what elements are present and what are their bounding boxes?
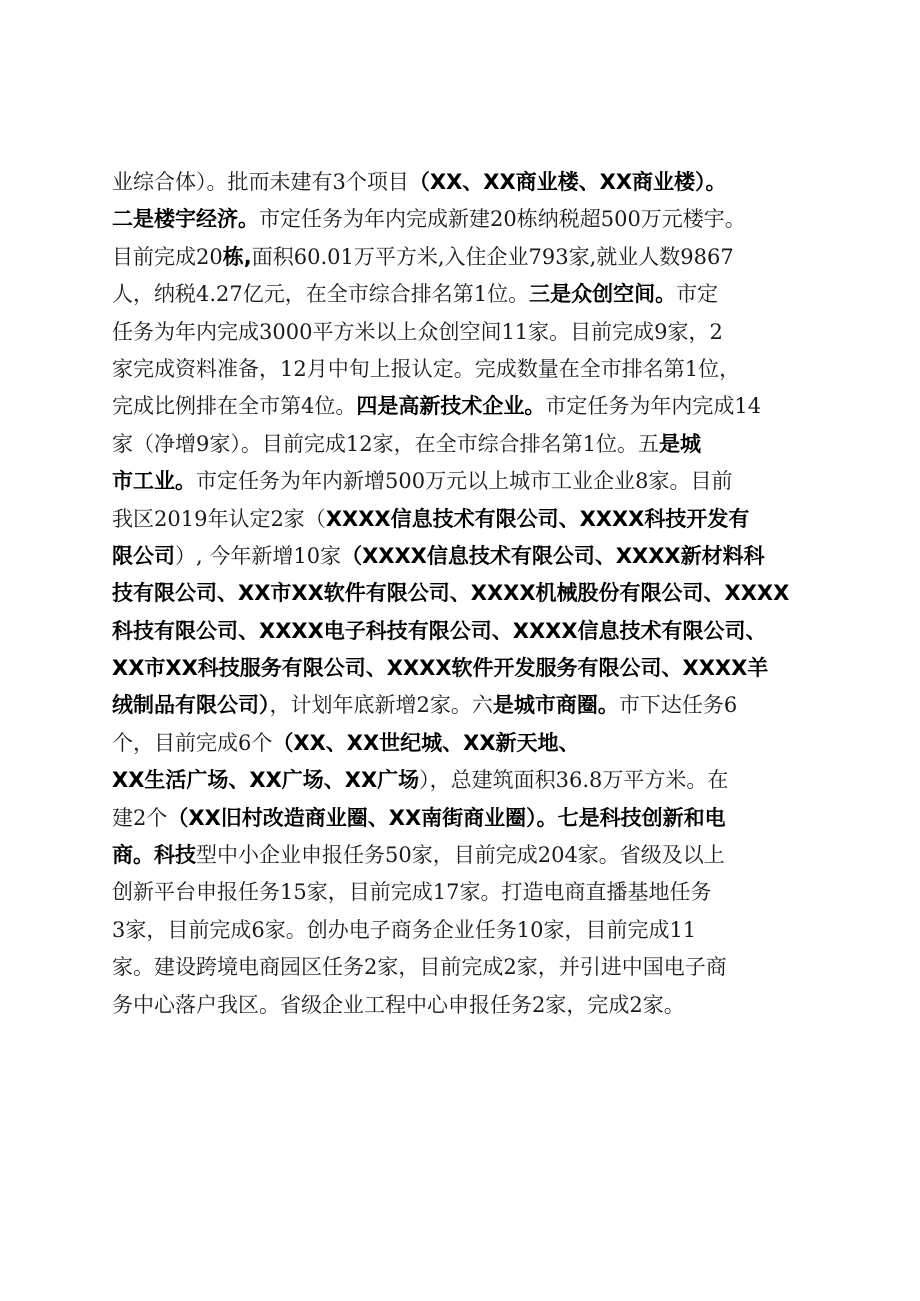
bold-text-segment: 市工业。 <box>112 469 196 494</box>
text-segment: 市定任务为年内完成14 <box>545 394 762 419</box>
bold-text-segment: 二是楼宇经济。 <box>112 207 259 232</box>
text-line <box>112 762 822 799</box>
text-segment: 市定 <box>676 282 719 307</box>
bold-text-segment: 是城市商圈。 <box>492 693 619 718</box>
text-segment: 家。建设跨境电商园区任务2家，目前完成2家，并引进中国电子商 <box>112 955 727 980</box>
text-segment: 目前完成20 <box>112 244 223 269</box>
text-line <box>112 874 822 911</box>
text-segment: 市下达任务6 <box>618 693 738 718</box>
text-line <box>112 239 822 276</box>
bold-text-segment: 三是众创空间。 <box>529 282 677 307</box>
body-text <box>112 164 822 1024</box>
text-line <box>112 800 822 837</box>
text-segment: 型中小企业申报任务50家，目前完成204家。省级及以上 <box>196 843 725 868</box>
text-segment: 创新平台申报任务15家，目前完成17家。打造电商直播基地任务 <box>112 880 712 905</box>
text-segment: 市定任务为年内完成新建20栋纳税超500万元楼宇。 <box>259 207 746 232</box>
text-segment: 家（净增9家）。目前完成12家，在全市综合排名第1位。五 <box>112 431 659 456</box>
text-segment: 完成比例排在全市第4位。 <box>112 394 357 419</box>
text-segment: 市定任务为年内新增500万元以上城市工业企业8家。目前 <box>196 469 733 494</box>
text-segment: 务中心落户我区。省级企业工程中心申报任务2家，完成2家。 <box>112 992 685 1017</box>
text-segment: ），总建筑面积36.8万平方米。在 <box>419 768 729 793</box>
text-line <box>112 575 822 612</box>
text-line <box>112 538 822 575</box>
bold-text-segment: XX生活广场、XX广场、XX广场 <box>112 768 420 793</box>
text-segment: ）, 今年新增10家 <box>175 543 342 568</box>
text-segment: 业综合体）。批而未建有3个项目 <box>112 170 409 194</box>
bold-text-segment: （XX、XX世纪城、XX新天地、 <box>272 730 580 755</box>
bold-text-segment: （XX、XX商业楼、XX商业楼）。 <box>408 170 727 194</box>
text-line <box>112 912 822 949</box>
bold-text-segment: 技有限公司、XX市XX软件有限公司、XXXX机械股份有限公司、XXXX <box>112 581 790 606</box>
bold-text-segment: 科技有限公司、XXXX电子科技有限公司、XXXX信息技术有限公司、 <box>112 618 767 643</box>
bold-text-segment: （XXXX信息技术有限公司、XXXX新材料科 <box>341 543 765 568</box>
text-line <box>112 613 822 650</box>
bold-text-segment: （XX旧村改造商业圈、XX南街商业圈）。七是科技创新和电 <box>167 805 726 830</box>
bold-text-segment: 限公司 <box>112 543 175 568</box>
bold-text-segment: XXXX信息技术有限公司、XXXX科技开发有 <box>325 506 750 531</box>
text-line <box>112 276 822 313</box>
text-line <box>112 725 822 762</box>
bold-text-segment: 是城 <box>658 431 701 456</box>
text-segment: 任务为年内完成3000平方米以上众创空间11家。目前完成9家，2 <box>112 319 723 344</box>
text-line <box>112 426 822 463</box>
text-line <box>112 314 822 351</box>
text-segment: ，计划年底新增2家。六 <box>269 693 493 718</box>
text-line <box>112 949 822 986</box>
text-segment: 人，纳税4.27亿元，在全市综合排名第1位。 <box>112 282 530 307</box>
text-line <box>112 201 822 238</box>
text-line <box>112 164 822 201</box>
bold-text-segment: 商。科技 <box>112 843 196 868</box>
text-line <box>112 463 822 500</box>
text-segment: 面积60.01万平方米,入住企业793家,就业人数9867 <box>251 244 734 269</box>
text-line <box>112 351 822 388</box>
text-segment: 建2个 <box>112 805 168 830</box>
bold-text-segment: XX市XX科技服务有限公司、XXXX软件开发服务有限公司、XXXX羊 <box>112 656 769 681</box>
text-line <box>112 837 822 874</box>
text-segment: 个，目前完成6个 <box>112 730 273 755</box>
text-line <box>112 501 822 538</box>
text-segment: 我区2019年认定2家（ <box>112 506 326 531</box>
text-line <box>112 388 822 425</box>
text-segment: 3家，目前完成6家。创办电子商务企业任务10家，目前完成11 <box>112 917 697 942</box>
bold-text-segment: 栋, <box>222 244 252 269</box>
text-line <box>112 650 822 687</box>
text-line <box>112 987 822 1024</box>
text-segment: 家完成资料准备，12月中旬上报认定。完成数量在全市排名第1位， <box>112 356 741 381</box>
text-line <box>112 687 822 724</box>
bold-text-segment: 绒制品有限公司） <box>112 693 270 718</box>
bold-text-segment: 四是高新技术企业。 <box>356 394 546 419</box>
